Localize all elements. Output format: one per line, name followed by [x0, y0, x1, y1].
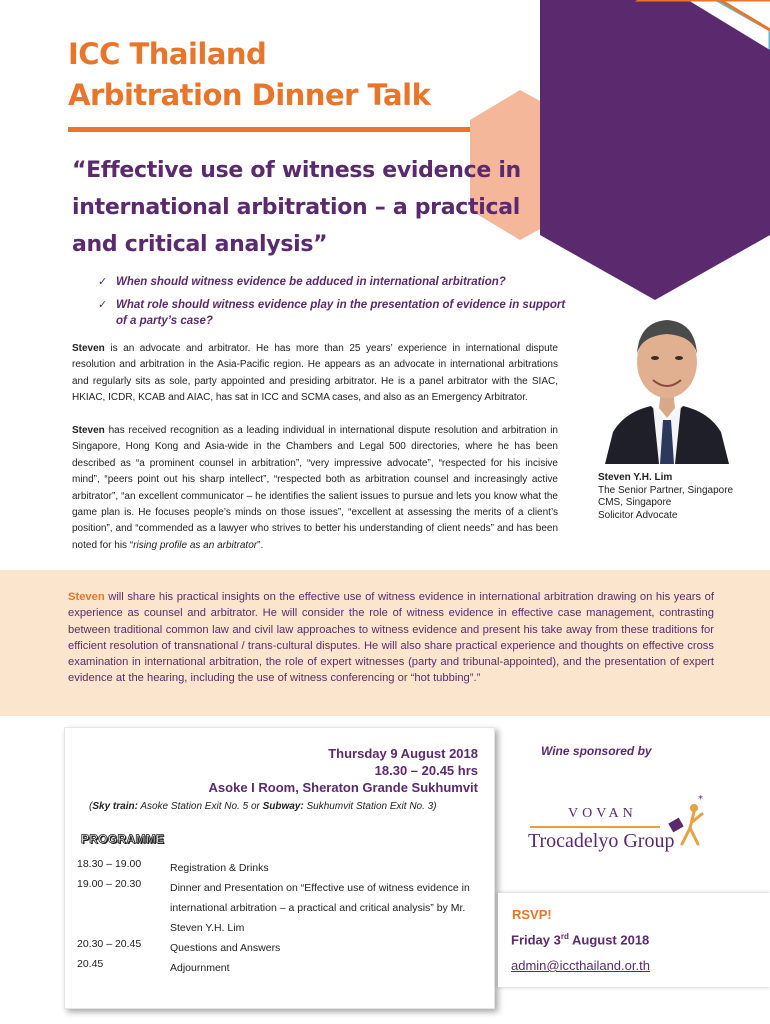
speaker-name: Steven Y.H. Lim [598, 472, 673, 483]
programme-time: 20.45 [77, 958, 104, 970]
rsvp-email-link[interactable]: admin@iccthailand.or.th [511, 958, 650, 973]
key-questions [98, 274, 568, 336]
sponsor-logo-rule [530, 826, 660, 828]
programme-row [77, 858, 477, 878]
bio-text: is an advocate and arbitrator. He has more than 25 years’ experience in international dispute resolution and arbitration in the Asia-Pacific region. He appears as an advocate in international arbitrations and regularly sits as sole, party appointed and presiding arbitrator. He is a panel arbitrator with the SIAC, HKIAC, ICDR, KCAB and AIAC, has sat in ICC and SCMA cases, and also as an Emergency Arbitrator. [72, 343, 558, 404]
sponsor-label: Wine sponsored by [541, 744, 652, 758]
programme-row [77, 878, 477, 938]
bio-paragraph-1 [72, 341, 558, 407]
checkmark-icon: ✓ [98, 298, 108, 311]
title-line-2: Arbitration Dinner Talk [68, 78, 431, 112]
rsvp-deadline: Friday 3rd August 2018 [511, 932, 650, 948]
programme-time: 19.00 – 20.30 [77, 878, 142, 890]
summary-name: Steven [68, 591, 105, 603]
question-item [98, 274, 568, 290]
speaker-firm: CMS, Singapore [598, 497, 672, 508]
subway-label: Subway: [262, 801, 304, 812]
purple-hexagon [540, 0, 770, 300]
sky-train-label: Sky train: [92, 801, 138, 812]
programme-desc: Adjournment [170, 962, 230, 974]
question-text: What role should witness evidence play in the presentation of evidence in support of a party’s case? [116, 299, 566, 327]
speaker-role: The Senior Partner, Singapore [598, 484, 734, 496]
question-text: When should witness evidence be adduced in international arbitration? [116, 276, 506, 288]
bio-paragraph-2 [72, 423, 558, 554]
event-venue: Asoke I Room, Sheraton Grande Sukhumvit [208, 780, 478, 795]
programme-desc: Registration & Drinks [170, 862, 269, 874]
speaker-title: Solicitor Advocate [598, 509, 678, 521]
title-line-1: ICC Thailand [68, 37, 267, 71]
talk-title-line-1: “Effective use of witness evidence in [72, 158, 521, 183]
rsvp-title: RSVP! [512, 907, 552, 922]
sponsor-logo-name: Trocadelyo Group [528, 830, 675, 852]
talk-title-line-2: international arbitration – a practical [72, 195, 521, 220]
talk-title-line-3: and critical analysis” [72, 232, 328, 257]
sponsor-logo [528, 792, 718, 862]
programme-row [77, 958, 477, 978]
page-title [68, 34, 430, 116]
event-details-card [64, 727, 495, 1009]
question-item [98, 297, 568, 329]
bio-end: ”. [257, 539, 264, 551]
summary-text: will share his practical insights on the effective use of witness evidence in international arbitration drawing on his years of experience as counsel and arbitrator. He will consider the role of witness evidence in effective case management, contrasting between traditional common law and civil law approaches to witness evidence and present his take away from these traditions for efficient resolution of transnational / trans-cultural disputes. He will also share practical experience and thoughts on effective cross examination in international arbitration, the role of expert witnesses (party and tribunal-appointed), and the presentation of expert evidence at the hearing, including the use of witness conferencing or “hot tubbing”.” [68, 591, 714, 685]
programme-time: 18.30 – 19.00 [77, 858, 142, 870]
title-divider [68, 127, 470, 132]
programme-row [77, 938, 477, 958]
rsvp-box [498, 893, 770, 987]
event-time: 18.30 – 20.45 hrs [374, 763, 478, 778]
programme-heading: PROGRAMME [81, 832, 165, 846]
bio-italic-quote: rising profile as an arbitrator [133, 539, 258, 551]
speaker-caption [598, 472, 733, 522]
transit-note: (Sky train: Asoke Station Exit No. 5 or Subway: Sukhumvit Station Exit No. 3) [89, 801, 437, 812]
talk-title [72, 152, 562, 263]
event-date: Thursday 9 August 2018 [328, 746, 478, 761]
programme-desc: Dinner and Presentation on “Effective use of witness evidence in international arbitration – a practical and critical analysis” by Mr. Steven Y.H. Lim [170, 882, 470, 934]
sponsor-figure-icon [668, 792, 716, 852]
svg-text:*: * [698, 794, 703, 805]
programme-desc: Questions and Answers [170, 942, 281, 954]
bio-name: Steven [72, 425, 105, 436]
bio-text: has received recognition as a leading individual in international dispute resolution and arbitration in Singapore, Hong Kong and Asia-wide in the Chambers and Legal 500 directories, where he has been described as “a prominent counsel in arbitration”, “very impressive advocate”, “respected for his incisive mind”, “peers point out his sharp intellect”, “respected both as arbitration counsel and increasingly active arbitrator”, “an excellent communicator – he identifies the salient issues to pursue and lets you know what the game plan is. He focuses people’s minds on those issues”, “excellent at assessing the merits of a client’s position”, and “commended as a lawyer who strives to better his understanding of client needs” and has been noted for his “ [72, 425, 558, 551]
bio-name: Steven [72, 343, 105, 354]
checkmark-icon: ✓ [98, 275, 108, 288]
sponsor-logo-top: VOVAN [568, 806, 637, 821]
programme-list [77, 858, 477, 978]
speaker-photo [595, 304, 739, 464]
talk-summary [68, 589, 714, 687]
programme-time: 20.30 – 20.45 [77, 938, 142, 950]
